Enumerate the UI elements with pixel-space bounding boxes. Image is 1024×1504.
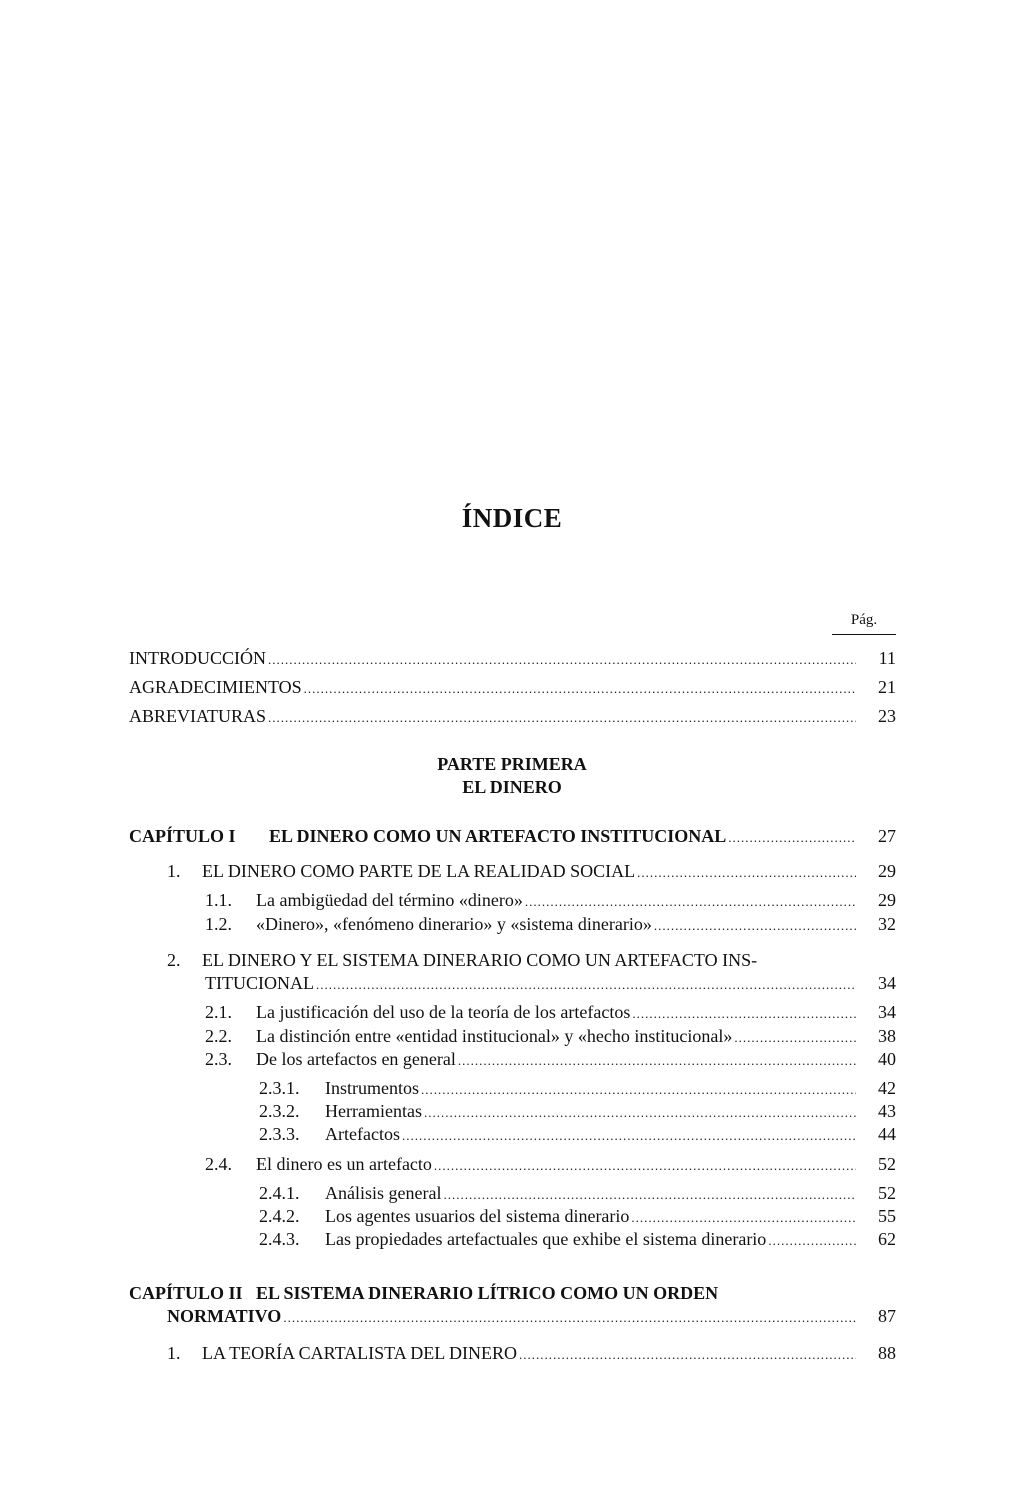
subsubsection-number: 2.4.3. <box>259 1229 300 1249</box>
subsection-page: 29 <box>878 890 896 910</box>
subsection-number: 2.1. <box>205 1002 232 1022</box>
subsection-page: 52 <box>878 1154 896 1174</box>
subsection-number: 1.2. <box>205 914 232 934</box>
page-title: ÍNDICE <box>461 503 563 533</box>
toc-chapter-2-section-1[interactable] <box>167 1341 896 1365</box>
toc-section-2[interactable] <box>205 971 896 995</box>
chapter-page: 87 <box>878 1306 896 1326</box>
dot-leader <box>768 1229 856 1253</box>
subsection-page: 40 <box>878 1049 896 1069</box>
subsubsection-title: Las propiedades artefactuales que exhibe el sistema dinerario <box>325 1229 767 1249</box>
subsection-number: 2.4. <box>205 1154 232 1174</box>
toc-subsubsection-2-3-2[interactable] <box>259 1099 896 1123</box>
subsection-number: 2.2. <box>205 1026 232 1046</box>
toc-subsection-1-1[interactable] <box>205 888 896 912</box>
subsubsection-page: 62 <box>878 1229 896 1249</box>
dot-leader <box>283 1306 856 1330</box>
subsection-number: 2.3. <box>205 1049 232 1069</box>
toc-subsubsection-2-3-1[interactable] <box>259 1076 896 1100</box>
subsection-title: La justificación del uso de la teoría de los artefactos <box>256 1002 631 1022</box>
subsubsection-title: Herramientas <box>325 1101 422 1121</box>
subsection-number: 1.1. <box>205 890 232 910</box>
dot-leader <box>402 1124 856 1148</box>
section-number: 1. <box>167 861 181 881</box>
subsection-title: La distinción entre «entidad institucional» y «hecho institucional» <box>256 1026 733 1046</box>
dot-leader <box>434 1154 856 1178</box>
dot-leader <box>268 648 856 672</box>
dot-leader <box>268 706 856 730</box>
section-number: 2. <box>167 950 181 970</box>
toc-entry-introduccion[interactable] <box>129 646 896 670</box>
toc-subsection-2-4[interactable] <box>205 1152 896 1176</box>
section-title: LA TEORÍA CARTALISTA DEL DINERO <box>202 1343 518 1363</box>
dot-leader <box>728 826 856 850</box>
section-title: EL DINERO COMO PARTE DE LA REALIDAD SOCIAL <box>202 861 636 881</box>
section-page: 29 <box>878 861 896 881</box>
toc-entry-page: 11 <box>878 648 896 668</box>
subsubsection-number: 2.4.2. <box>259 1206 300 1226</box>
section-title-line2: TITUCIONAL <box>205 973 314 993</box>
chapter-title: EL DINERO COMO UN ARTEFACTO INSTITUCIONAL <box>269 826 727 846</box>
dot-leader <box>525 890 856 914</box>
dot-leader <box>458 1049 856 1073</box>
toc-subsection-2-3[interactable] <box>205 1047 896 1071</box>
subsection-title: De los artefactos en general <box>256 1049 456 1069</box>
subsubsection-number: 2.3.1. <box>259 1078 300 1098</box>
subsubsection-title: Artefactos <box>325 1124 400 1144</box>
toc-entry-abreviaturas[interactable] <box>129 704 896 728</box>
toc-subsubsection-2-4-3[interactable] <box>259 1227 896 1251</box>
dot-leader <box>519 1343 856 1367</box>
subsubsection-title: Análisis general <box>325 1183 442 1203</box>
subsection-page: 38 <box>878 1026 896 1046</box>
section-page: 88 <box>878 1343 896 1363</box>
subsubsection-title: Los agentes usuarios del sistema dinerario <box>325 1206 630 1226</box>
toc-entry-page: 21 <box>878 677 896 697</box>
section-title-line1: EL DINERO Y EL SISTEMA DINERARIO COMO UN ARTEFACTO INS- <box>202 950 758 970</box>
section-number: 1. <box>167 1343 181 1363</box>
toc-chapter-2[interactable] <box>167 1304 896 1328</box>
subsubsection-page: 55 <box>878 1206 896 1226</box>
subsection-page: 32 <box>878 914 896 934</box>
subsubsection-number: 2.4.1. <box>259 1183 300 1203</box>
toc-entry-title: ABREVIATURAS <box>129 706 267 726</box>
subsubsection-page: 43 <box>878 1101 896 1121</box>
toc-entry-page: 23 <box>878 706 896 726</box>
page-column-label: Pág. <box>832 612 896 635</box>
chapter-title-line2: NORMATIVO <box>167 1306 282 1326</box>
toc-subsubsection-2-4-2[interactable] <box>259 1204 896 1228</box>
subsection-title: El dinero es un artefacto <box>256 1154 432 1174</box>
toc-subsection-1-2[interactable] <box>205 912 896 936</box>
chapter-page: 27 <box>878 826 896 846</box>
toc-subsubsection-2-3-3[interactable] <box>259 1122 896 1146</box>
subsubsection-number: 2.3.3. <box>259 1124 300 1144</box>
toc-chapter-2-line1[interactable]: CAPÍTULO II EL SISTEMA DINERARIO LÍTRICO COMO UN ORDEN <box>129 1283 719 1303</box>
subsubsection-page: 52 <box>878 1183 896 1203</box>
subsubsection-title: Instrumentos <box>325 1078 419 1098</box>
subsection-title: La ambigüedad del término «dinero» <box>256 890 523 910</box>
dot-leader <box>637 861 856 885</box>
toc-entry-title: INTRODUCCIÓN <box>129 648 266 668</box>
subsubsection-number: 2.3.2. <box>259 1101 300 1121</box>
toc-entry-agradecimientos[interactable] <box>129 675 896 699</box>
subsubsection-page: 44 <box>878 1124 896 1144</box>
toc-chapter-1[interactable] <box>129 824 896 848</box>
subsubsection-page: 42 <box>878 1078 896 1098</box>
dot-leader <box>632 1002 856 1026</box>
toc-entry-title: AGRADECIMIENTOS <box>129 677 302 697</box>
toc-subsection-2-2[interactable] <box>205 1024 896 1048</box>
dot-leader <box>654 914 856 938</box>
toc-section-2-line1[interactable] <box>167 948 757 972</box>
section-page: 34 <box>878 973 896 993</box>
toc-subsection-2-1[interactable] <box>205 1000 896 1024</box>
part-heading-line2: EL DINERO <box>462 777 562 797</box>
subsection-page: 34 <box>878 1002 896 1022</box>
subsection-title: «Dinero», «fenómeno dinerario» y «sistema dinerario» <box>256 914 652 934</box>
dot-leader <box>316 973 856 997</box>
part-heading-line1: PARTE PRIMERA <box>437 754 587 774</box>
chapter-number: CAPÍTULO I <box>129 826 236 846</box>
toc-subsubsection-2-4-1[interactable] <box>259 1181 896 1205</box>
toc-section-1[interactable] <box>167 859 896 883</box>
dot-leader <box>304 677 856 701</box>
